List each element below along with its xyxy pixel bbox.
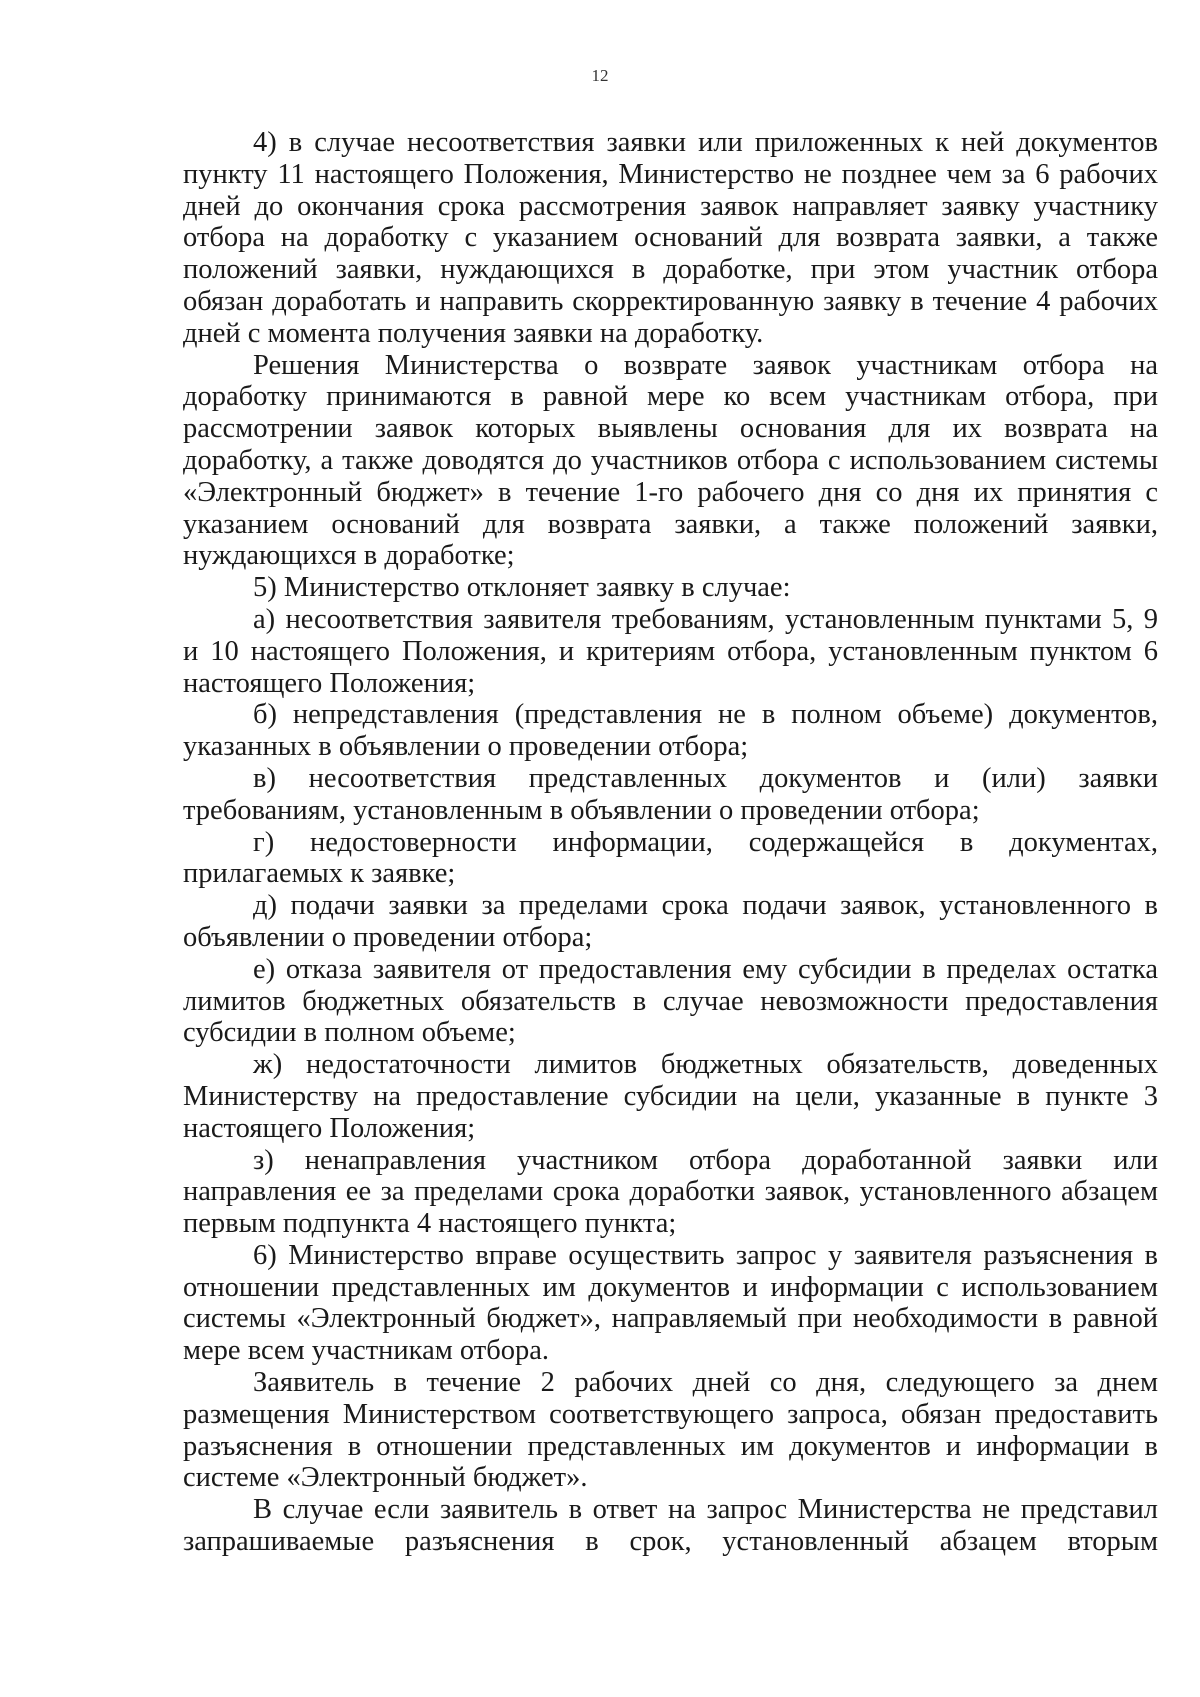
paragraph-subitem-g: г) недостоверности информации, содержащейся в документах, прилагаемых к заявке; [183,826,1158,890]
paragraph-subitem-d: д) подачи заявки за пределами срока подачи заявок, установленного в объявлении о проведении отбора; [183,890,1158,953]
paragraph-decisions: Решения Министерства о возврате заявок участникам отбора на доработку принимаются в равной мере ко всем участникам отбора, при рассмотрении заявок которых выявлены основания для их возврата на доработку, а также доводятся до участников отбора с использованием системы «Электронный бюджет» в течение 1-го рабочего дня со дня их принятия с указанием оснований для возврата заявки, а также положений заявки, нуждающихся в доработке; [183,349,1158,572]
paragraph-subitem-e: е) отказа заявителя от предоставления ему субсидии в пределах остатка лимитов бюджетных обязательств в случае невозможности предоставления субсидии в полном объеме; [183,953,1158,1049]
paragraph-item-6: 6) Министерство вправе осуществить запрос у заявителя разъяснения в отношении представленных им документов и информации с использованием системы «Электронный бюджет», направляемый при необходимости в равной мере всем участникам отбора. [183,1239,1158,1367]
paragraph-subitem-z: з) ненаправления участником отбора доработанной заявки или направления ее за пределами срока доработки заявок, установленного абзацем первым подпункта 4 настоящего пункта; [183,1144,1158,1240]
paragraph-subitem-zh: ж) недостаточности лимитов бюджетных обязательств, доведенных Министерству на предоставление субсидии на цели, указанные в пункте 3 настоящего Положения; [183,1049,1158,1144]
document-body [183,127,1158,1558]
paragraph-subitem-a: а) несоответствия заявителя требованиям, установленным пунктами 5, 9 и 10 настоящего Положения, и критериям отбора, установленным пунктом 6 настоящего Положения; [183,603,1158,699]
paragraph-item-5: 5) Министерство отклоняет заявку в случае: [253,572,791,604]
paragraph-subitem-v: в) несоответствия представленных документов и (или) заявки требованиям, установленным в объявлении о проведении отбора; [183,762,1158,826]
paragraph-item-4: 4) в случае несоответствия заявки или приложенных к ней документов пункту 11 настоящего Положения, Министерство не позднее чем за 6 рабочих дней до окончания срока рассмотрения заявок направляет заявку участнику отбора на доработку с указанием оснований для возврата заявки, а также положений заявки, нуждающихся в доработке, при этом участник отбора обязан доработать и направить скорректированную заявку в течение 4 рабочих дней с момента получения заявки на доработку. [183,127,1158,349]
paragraph-no-response: В случае если заявитель в ответ на запрос Министерства не представил запрашиваемые разъяснения в срок, установленный абзацем вторым [183,1494,1158,1558]
page-number: 12 [591,66,609,85]
paragraph-subitem-b: б) непредставления (представления не в полном объеме) документов, указанных в объявлении о проведении отбора; [183,699,1158,763]
paragraph-applicant-response: Заявитель в течение 2 рабочих дней со дня, следующего за днем размещения Министерством соответствующего запроса, обязан предоставить разъяснения в отношении представленных им документов и информации в системе «Электронный бюджет». [183,1367,1158,1494]
